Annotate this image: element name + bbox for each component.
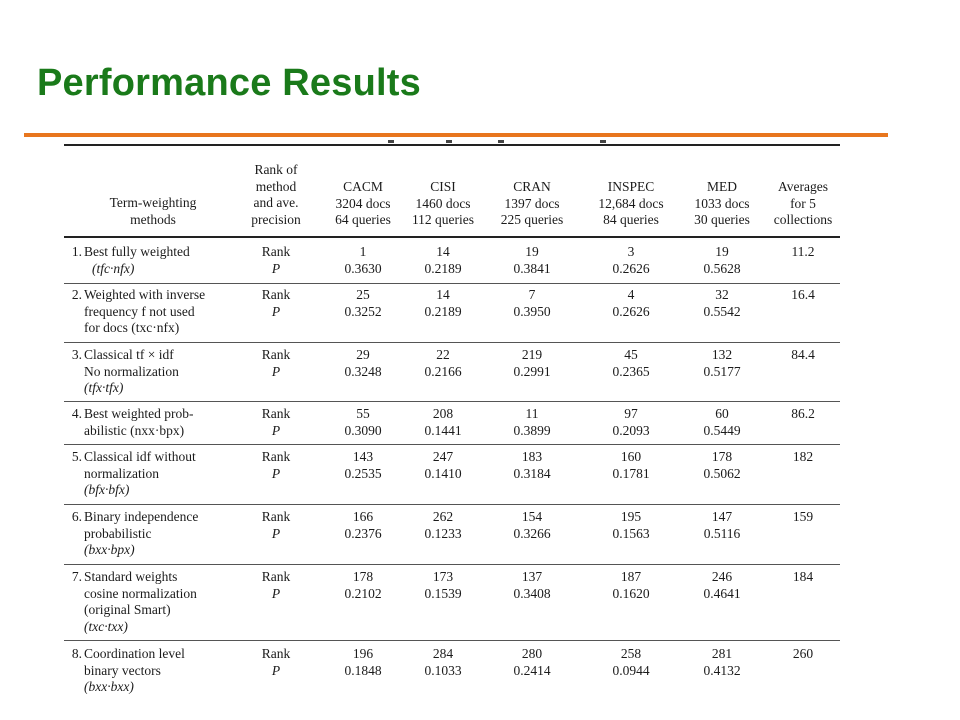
cran-rank: 137 [521,569,543,584]
row-number: 4. [71,406,82,421]
cran-rank: 11 [525,406,539,421]
cisi-rank: 284 [432,646,454,661]
header-med-line: 30 queries [694,212,750,227]
cran-rank: 280 [521,646,543,661]
cisi-rank: 262 [432,509,454,524]
cell-average: 11.2 [791,244,815,259]
cell-cran [490,347,574,380]
row-rank-label [250,449,302,482]
cell-cacm [321,569,405,602]
method-line: Binary independence [84,509,199,524]
rank-label: Rank [261,347,291,362]
row-rank-label [250,244,302,277]
header-averages [763,179,843,229]
header-inspec-line: 84 queries [603,212,659,227]
med-precision: 0.5628 [703,260,741,276]
med-rank: 147 [711,509,733,524]
cisi-rank: 14 [436,287,450,302]
cell-cran [490,569,574,602]
method-line: Standard weights [84,569,178,584]
header-method-line: methods [130,211,176,227]
cell-inspec [589,646,673,679]
p-label: P [271,303,281,319]
cell-average: 184 [792,569,814,584]
med-rank: 19 [715,244,729,259]
cran-precision: 0.3408 [513,585,551,601]
cell-inspec [589,569,673,602]
method-line: probabilistic [84,525,152,541]
row-rank-label [250,287,302,320]
cran-precision: 0.2991 [513,363,551,379]
cran-rank: 7 [528,287,536,302]
cran-precision: 0.3950 [513,303,551,319]
cell-average: 86.2 [791,406,815,421]
med-rank: 132 [711,347,733,362]
header-cisi-line: 112 queries [411,212,475,227]
cacm-rank: 166 [352,509,374,524]
cacm-rank: 25 [356,287,370,302]
cell-cisi [401,646,485,679]
row-rank-label [250,569,302,602]
p-label: P [271,422,281,438]
header-rank-line: method [255,178,297,194]
table-top-rule [64,144,840,146]
cacm-precision: 0.3630 [344,260,382,276]
header-avg-line: for 5 [790,195,816,211]
table-header-rule [64,236,840,238]
row-number: 2. [71,287,82,302]
med-rank: 60 [715,406,729,421]
header-med-line: 1033 docs [694,195,750,211]
rank-label: Rank [261,449,291,464]
header-cacm-line: 64 queries [335,212,391,227]
cell-cran [490,509,574,542]
p-label: P [271,363,281,379]
row-divider [64,342,840,343]
method-line: Classical idf without [84,449,196,464]
cisi-rank: 173 [432,569,454,584]
cell-inspec [589,287,673,320]
cell-average: 260 [792,646,814,661]
cell-cisi [401,406,485,439]
rank-label: Rank [261,244,291,259]
method-line: Weighted with inverse [84,287,206,302]
cisi-precision: 0.1233 [424,525,462,541]
row-divider [64,444,840,445]
method-line: (tfx·tfx) [84,380,124,395]
row-number: 8. [71,646,82,661]
cacm-rank: 178 [352,569,374,584]
med-precision: 0.5116 [703,525,741,541]
cell-cisi [401,347,485,380]
title-divider [24,133,888,137]
cell-average: 84.4 [791,347,815,362]
cacm-rank: 196 [352,646,374,661]
row-rank-label [250,509,302,542]
row-number: 3. [71,347,82,362]
method-line: Coordination level [84,646,185,661]
header-cisi [401,179,485,229]
cacm-rank: 143 [352,449,374,464]
cell-cisi [401,569,485,602]
cacm-precision: 0.3248 [344,363,382,379]
cell-average: 16.4 [791,287,815,302]
header-rank-line: precision [251,211,301,227]
method-line: (bxx·bxx) [84,679,134,694]
cell-cacm [321,406,405,439]
cell-average: 159 [792,509,814,524]
cell-med [680,347,764,380]
inspec-rank: 3 [627,244,635,259]
header-inspec-line: 12,684 docs [598,195,664,211]
method-line: Best fully weighted [84,244,190,259]
row-divider [64,283,840,284]
med-precision: 0.4641 [703,585,741,601]
header-method-line: Term-weighting [109,195,197,210]
cell-inspec [589,406,673,439]
row-divider [64,564,840,565]
header-cacm-line: CACM [343,179,383,194]
cacm-rank: 1 [359,244,367,259]
p-label: P [271,662,281,678]
rank-label: Rank [261,406,291,421]
cell-cisi [401,244,485,277]
header-cisi-line: 1460 docs [415,195,471,211]
cell-cacm [321,449,405,482]
cell-med [680,509,764,542]
cisi-rank: 14 [436,244,450,259]
cell-inspec [589,347,673,380]
method-line: cosine normalization [84,585,197,601]
cell-med [680,569,764,602]
cacm-precision: 0.2535 [344,465,382,481]
method-line: No normalization [84,363,179,379]
cisi-precision: 0.2166 [424,363,462,379]
cran-rank: 219 [521,347,543,362]
cisi-precision: 0.1539 [424,585,462,601]
cran-precision: 0.2414 [513,662,551,678]
row-number: 7. [71,569,82,584]
header-avg-line: Averages [778,179,828,194]
cacm-rank: 29 [356,347,370,362]
cisi-precision: 0.1410 [424,465,462,481]
header-rank [238,162,314,228]
row-divider [64,640,840,641]
rank-label: Rank [261,509,291,524]
p-label: P [271,465,281,481]
inspec-rank: 45 [624,347,638,362]
header-cran [490,179,574,229]
row-number: 6. [71,509,82,524]
method-line: (txc·txx) [84,618,128,634]
cisi-rank: 22 [436,347,450,362]
cell-cacm [321,646,405,679]
cisi-rank: 208 [432,406,454,421]
results-table [58,142,840,702]
inspec-precision: 0.1563 [612,525,650,541]
cran-precision: 0.3266 [513,525,551,541]
cisi-precision: 0.2189 [424,303,462,319]
cisi-rank: 247 [432,449,454,464]
method-line: (original Smart) [84,602,171,617]
cell-average: 182 [792,449,814,464]
rank-label: Rank [261,569,291,584]
row-divider [64,401,840,402]
row-number: 5. [71,449,82,464]
inspec-precision: 0.1781 [612,465,650,481]
row-rank-label [250,646,302,679]
method-line: abilistic (nxx·bpx) [84,422,185,438]
header-med-line: MED [707,179,737,194]
p-label: P [271,525,281,541]
inspec-rank: 97 [624,406,638,421]
cran-rank: 154 [521,509,543,524]
method-line: Classical tf × idf [84,347,174,362]
med-rank: 32 [715,287,729,302]
method-line: binary vectors [84,662,161,678]
med-rank: 281 [711,646,733,661]
method-line: normalization [84,465,159,481]
header-cran-line: 1397 docs [504,195,560,211]
method-line: (bxx·bpx) [84,542,135,557]
cell-cacm [321,509,405,542]
row-rank-label [250,406,302,439]
cell-cran [490,287,574,320]
inspec-precision: 0.0944 [612,662,650,678]
inspec-precision: 0.2365 [612,363,650,379]
page-title: Performance Results [37,62,421,104]
header-cran-line: CRAN [513,179,551,194]
method-line: Best weighted prob- [84,406,194,421]
inspec-rank: 160 [620,449,642,464]
cran-precision: 0.3841 [513,260,551,276]
inspec-precision: 0.2093 [612,422,650,438]
header-cran-line: 225 queries [500,212,564,227]
cisi-precision: 0.1441 [424,422,462,438]
cell-cisi [401,449,485,482]
header-cacm-line: 3204 docs [335,195,391,211]
cell-inspec [589,449,673,482]
cell-cran [490,406,574,439]
rank-label: Rank [261,287,291,302]
method-line: frequency f not used [84,303,195,319]
med-precision: 0.5062 [703,465,741,481]
inspec-precision: 0.2626 [612,303,650,319]
cell-cisi [401,509,485,542]
header-avg-line: collections [773,212,833,227]
row-number: 1. [71,244,82,259]
cell-inspec [589,244,673,277]
inspec-rank: 187 [620,569,642,584]
cacm-precision: 0.3252 [344,303,382,319]
header-cisi-line: CISI [430,179,456,194]
rank-label: Rank [261,646,291,661]
med-precision: 0.5542 [703,303,741,319]
cacm-precision: 0.3090 [344,422,382,438]
header-rank-line: Rank of [254,162,298,177]
cell-cran [490,244,574,277]
header-cacm [321,179,405,229]
med-rank: 178 [711,449,733,464]
cacm-precision: 0.1848 [344,662,382,678]
cisi-precision: 0.2189 [424,260,462,276]
method-line: (bfx·bfx) [84,482,130,497]
cell-med [680,287,764,320]
cell-inspec [589,509,673,542]
cacm-precision: 0.2376 [344,525,382,541]
med-rank: 246 [711,569,733,584]
cell-med [680,449,764,482]
header-inspec [589,179,673,229]
cell-med [680,646,764,679]
p-label: P [271,260,281,276]
cell-med [680,244,764,277]
cran-precision: 0.3184 [513,465,551,481]
header-rank-line: and ave. [253,195,299,210]
cell-cacm [321,347,405,380]
header-med [680,179,764,229]
method-line: (tfc·nfx) [92,260,135,276]
med-precision: 0.5177 [703,363,741,379]
inspec-precision: 0.2626 [612,260,650,276]
row-rank-label [250,347,302,380]
cran-precision: 0.3899 [513,422,551,438]
row-divider [64,504,840,505]
cacm-precision: 0.2102 [344,585,382,601]
cell-cran [490,646,574,679]
header-method [78,195,228,228]
med-precision: 0.5449 [703,422,741,438]
med-precision: 0.4132 [703,662,741,678]
inspec-rank: 258 [620,646,642,661]
cell-cacm [321,287,405,320]
cran-rank: 19 [525,244,539,259]
cisi-precision: 0.1033 [424,662,462,678]
inspec-rank: 4 [627,287,635,302]
cell-cran [490,449,574,482]
cacm-rank: 55 [356,406,370,421]
header-inspec-line: INSPEC [607,179,655,194]
method-line: for docs (txc·nfx) [84,320,180,335]
cell-med [680,406,764,439]
inspec-precision: 0.1620 [612,585,650,601]
cell-cisi [401,287,485,320]
p-label: P [271,585,281,601]
inspec-rank: 195 [620,509,642,524]
cran-rank: 183 [521,449,543,464]
cell-cacm [321,244,405,277]
